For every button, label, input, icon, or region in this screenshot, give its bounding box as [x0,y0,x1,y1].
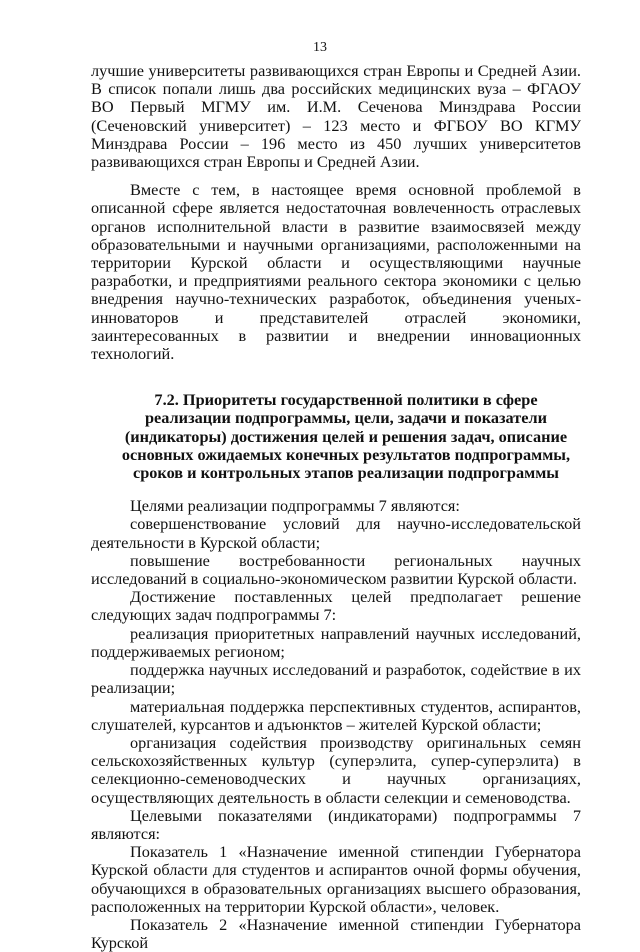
paragraph-goals-intro: Целями реализации подпрограммы 7 являются: [130,496,460,516]
paragraph-goal-2: повышение востребованности региональных научных исследований в социально-экономическом развитии Курской области. [91,550,581,589]
paragraph-goal-1: совершенствование условий для научно-исследовательской деятельности в Курской области; [91,514,581,552]
page-number: 13 [313,40,327,55]
paragraph-task-4: организация содействия производству оригинальных семян сельскохозяйственных культур (суперэлита, супер-суперэлита) в селекционно-семеноводческих и научных организациях, осуществляющих деятельность в области селекции и семеноводства. [91,732,581,807]
paragraph-task-2: поддержка научных исследований и разработок, содействие в их реализации; [91,660,581,698]
document-body [91,62,581,952]
paragraph-continuation: лучшие университеты развивающихся стран Европы и Средней Азии. В список попали лишь два российских медицинских вуза – ФГАОУ ВО Первый МГМУ им. И.М. Сеченова Минздрава России (Сеченовский университет) – 123 место и ФГБОУ ВО КГМУ Минздрава России – 196 место из 450 лучших университетов развивающихся стран Европы и Средней Азии. [91,61,581,172]
paragraph-indicator-2: Показатель 2 «Назначение именной стипендии Губернатора Курской [91,914,581,952]
paragraph-indicators-intro: Целевыми показателями (индикаторами) подпрограммы 7 являются: [91,805,581,843]
paragraph-indicator-1: Показатель 1 «Назначение именной стипендии Губернатора Курской области для студентов и аспирантов очной формы обучения, обучающихся в образовательных организациях высшего образования, расположенных на территории Курской области», человек. [91,842,581,916]
paragraph-task-3: материальная поддержка перспективных студентов, аспирантов, слушателей, курсантов и адъюнктов – жителей Курской области; [91,696,581,734]
section-heading: 7.2. Приоритеты государственной политики в сфере реализации подпрограммы, цели, задачи и показатели (индикаторы) достижения целей и решения задач, описание основных ожидаемых конечных результатов подпрограммы, сроков и контрольных этапов реализации подпрограммы [121,390,571,483]
paragraph-tasks-intro: Достижение поставленных целей предполагает решение следующих задач подпрограммы 7: [91,587,581,625]
paragraph-task-1: реализация приоритетных направлений научных исследований, поддерживаемых регионом; [91,623,581,661]
paragraph-problem: Вместе с тем, в настоящее время основной проблемой в описанной сфере является недостаточная вовлеченность отраслевых органов исполнительной власти в развитие взаимосвязей между образовательными и научными организациями, расположенными на территории Курской области и осуществляющими научные разработки, и предприятиями реального сектора экономики с целью внедрения научно-технических разработок, объединения ученых-инноваторов и представителей отраслей экономики, заинтересованных в развитии и внедрении инновационных технологий. [91,180,581,364]
